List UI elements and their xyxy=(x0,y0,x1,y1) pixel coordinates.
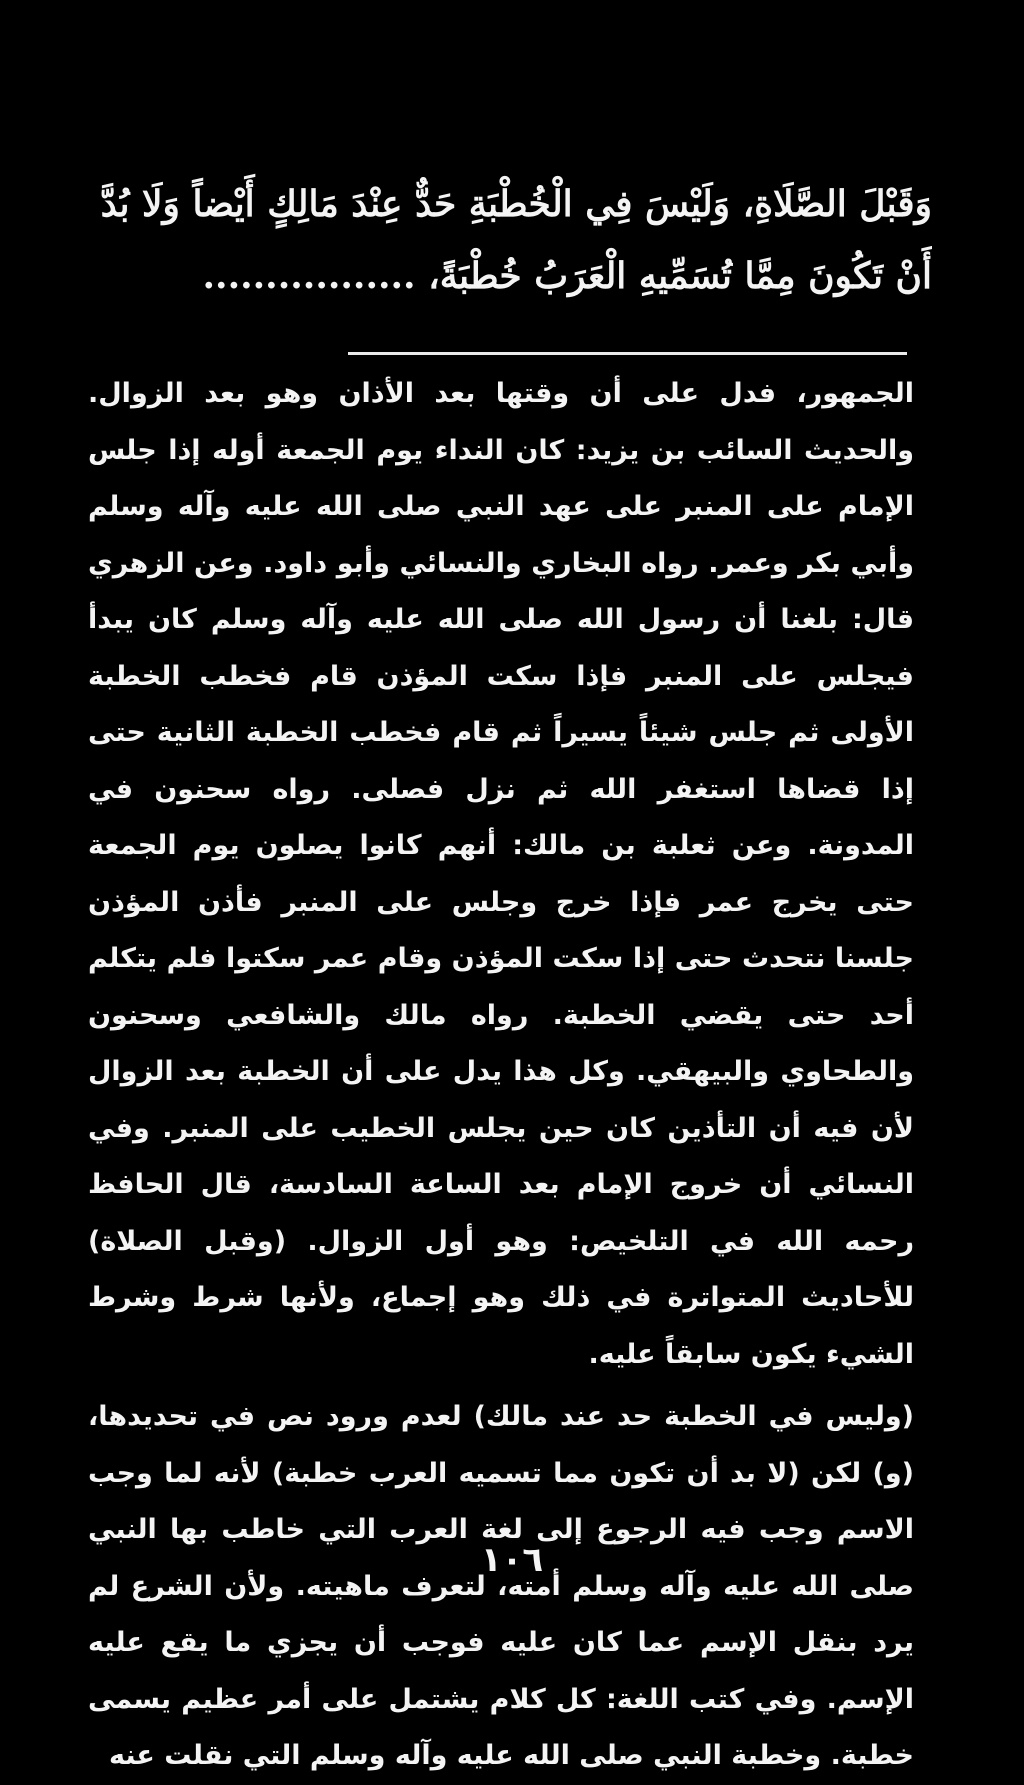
page-number: ١٠٦ xyxy=(480,1540,544,1580)
main-text-line-2: أَنْ تَكُونَ مِمَّا تُسَمِّيهِ الْعَرَبُ خُطْبَةً، ................. xyxy=(202,255,932,297)
commentary-paragraph-1: الجمهور، فدل على أن وقتها بعد الأذان وهو بعد الزوال. والحديث السائب بن يزيد: كان النداء يوم الجمعة أوله إذا جلس الإمام على المنبر على عهد النبي صلى الله عليه وآله وسلم وأبي بكر وعمر. رواه البخاري والنسائي وأبو داود. وعن الزهري قال: بلغنا أن رسول الله صلى الله عليه وآله وسلم كان يبدأ فيجلس على المنبر فإذا سكت المؤذن قام فخطب الخطبة الأولى ثم جلس شيئاً يسيراً ثم قام فخطب الخطبة الثانية حتى إذا قضاها استغفر الله ثم نزل فصلى. رواه سحنون في المدونة. وعن ثعلبة بن مالك: أنهم كانوا يصلون يوم الجمعة حتى يخرج عمر فإذا خرج وجلس على المنبر فأذن المؤذن جلسنا نتحدث حتى إذا سكت المؤذن وقام عمر سكتوا فلم يتكلم أحد حتى يقضي الخطبة. رواه مالك والشافعي وسحنون والطحاوي والبيهقي. وكل هذا يدل على أن الخطبة بعد الزوال لأن فيه أن التأذين كان حين يجلس الخطيب على المنبر. وفي النسائي أن خروج الإمام بعد الساعة السادسة، قال الحافظ رحمه الله في التلخيص: وهو أول الزوال. (وقبل الصلاة) للأحاديث المتواترة في ذلك وهو إجماع، ولأنها شرط وشرط الشيء يكون سابقاً عليه. xyxy=(88,378,914,1370)
main-text xyxy=(88,168,932,312)
commentary-paragraph-2: (وليس في الخطبة حد عند مالك) لعدم ورود نص في تحديدها، (و) لكن (لا بد أن تكون مما تسميه العرب خطبة) لأنه لما وجب الاسم وجب فيه الرجوع إلى لغة العرب التي خاطب بها النبي صلى الله عليه وآله وسلم أمته، لتعرف ماهيته. ولأن الشرع لم يرد بنقل الإسم عما كان عليه فوجب أن يجزي ما يقع عليه الإسم. وفي كتب اللغة: كل كلام يشتمل على أمر عظيم يسمى خطبة. وخطبة النبي صلى الله عليه وآله وسلم التي نقلت عنه xyxy=(88,1401,914,1771)
main-text-line-1: وَقَبْلَ الصَّلَاةِ، وَلَيْسَ فِي الْخُطْبَةِ حَدٌّ عِنْدَ مَالِكٍ أَيْضاً وَلَا بُدَّ xyxy=(100,183,932,225)
separator-line xyxy=(348,352,907,355)
